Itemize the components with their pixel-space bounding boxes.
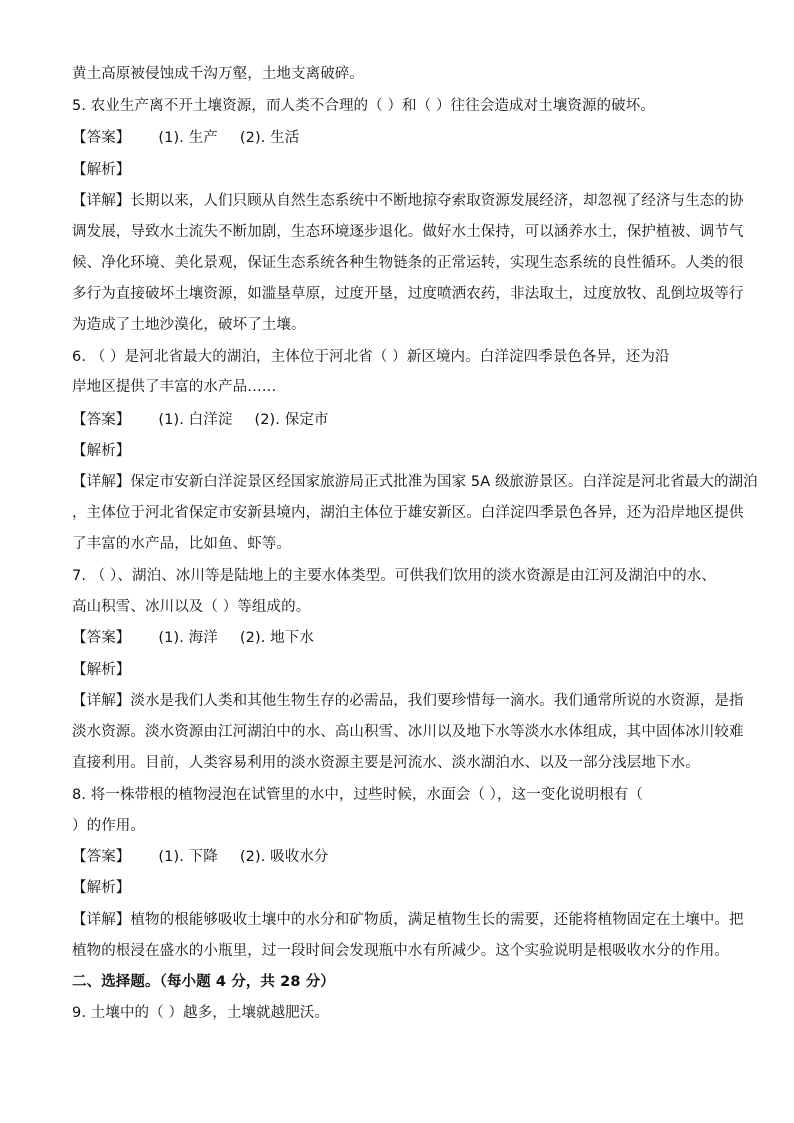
explanation-line: 直接利用。目前，人类容易利用的淡水资源主要是河流水、淡水湖泊水、以及一部分浅层地下水。 — [72, 755, 700, 771]
answer-item: (2). 生活 — [239, 130, 300, 146]
explanation-line: 植物的根浸在盛水的小瓶里，过一段时间会发现瓶中水有所减少。这个实验说明是根吸收水分的作用。 — [72, 943, 729, 959]
answer-label: 【答案】 — [72, 412, 131, 428]
question-8-cont: ）的作用。 — [72, 818, 145, 834]
question-7-cont: 高山积雪、冰川以及（ ）等组成的。 — [72, 599, 311, 615]
text-line: 黄土高原被侵蚀成千沟万壑，土地支离破碎。 — [72, 66, 364, 82]
answer-label: 【答案】 — [72, 849, 131, 865]
answer-q6 — [72, 410, 732, 430]
explanation-line: 【详解】植物的根能够吸收土壤中的水分和矿物质，满足植物生长的需要，还能将植物固定在土壤中。把 — [72, 912, 744, 928]
answer-item: (2). 吸收水分 — [239, 849, 329, 865]
explanation-line: 了丰富的水产品，比如鱼、虾等。 — [72, 536, 291, 552]
explanation-line: ，主体位于河北省保定市安新县境内，湖泊主体位于雄安新区。白洋淀四季景色各异，还为沿岸地区提供 — [72, 505, 744, 521]
explanation-line: 【详解】长期以来，人们只顾从自然生态系统中不断地掠夺索取资源发展经济，却忽视了经济与生态的协 — [72, 193, 744, 209]
question-8: 8. 将一株带根的植物浸泡在试管里的水中，过些时候，水面会（ ），这一变化说明根有（ — [72, 787, 643, 803]
explanation-line: 为造成了土地沙漠化，破坏了土壤。 — [72, 317, 306, 333]
explanation-line: 【详解】淡水是我们人类和其他生物生存的必需品，我们要珍惜每一滴水。我们通常所说的水资源，是指 — [72, 693, 744, 709]
analysis-label: 【解析】 — [72, 162, 131, 178]
explanation-line: 调发展，导致水土流失不断加剧，生态环境逐步退化。做好水土保持，可以涵养水土，保护植被、调节气 — [72, 224, 744, 240]
question-6-cont: 岸地区提供了丰富的水产品…… — [72, 379, 277, 395]
explanation-line: 多行为直接破坏土壤资源，如滥垦草原，过度开垦，过度喷洒农药，非法取土，过度放牧、乱倒垃圾等行 — [72, 286, 744, 302]
answer-label: 【答案】 — [72, 130, 131, 146]
answer-item: (1). 白洋淀 — [158, 412, 233, 428]
explanation-line: 淡水资源。淡水资源由江河湖泊中的水、高山积雪、冰川以及地下水等淡水水体组成，其中固体冰川较难 — [72, 724, 744, 740]
answer-item: (2). 保定市 — [254, 412, 329, 428]
answer-item: (2). 地下水 — [239, 630, 314, 646]
explanation-line: 【详解】保定市安新白洋淀景区经国家旅游局正式批准为国家 5A 级旅游景区。白洋淀是河北省最大的湖泊 — [72, 474, 758, 490]
answer-q7 — [72, 628, 732, 648]
answer-item: (1). 生产 — [158, 130, 218, 146]
question-6: 6. （ ）是河北省最大的湖泊，主体位于河北省（ ）新区境内。白洋淀四季景色各异，还为沿 — [72, 349, 670, 365]
explanation-line: 候、净化环境、美化景观，保证生态系统各种生物链条的正常运转，实现生态系统的良性循环。人类的很 — [72, 255, 744, 271]
question-5: 5. 农业生产离不开土壤资源，而人类不合理的（ ）和（ ）往往会造成对土壤资源的破坏。 — [72, 98, 655, 114]
analysis-label: 【解析】 — [72, 443, 131, 459]
answer-q5 — [72, 128, 732, 148]
answer-q8 — [72, 847, 732, 867]
analysis-label: 【解析】 — [72, 662, 131, 678]
question-9: 9. 土壤中的（ ）越多，土壤就越肥沃。 — [72, 1005, 330, 1021]
section-heading: 二、选择题。（每小题 4 分，共 28 分） — [72, 974, 335, 990]
answer-label: 【答案】 — [72, 630, 131, 646]
analysis-label: 【解析】 — [72, 880, 131, 896]
question-7: 7. （ ）、湖泊、冰川等是陆地上的主要水体类型。可供我们饮用的淡水资源是由江河及湖泊中的水、 — [72, 568, 716, 584]
answer-item: (1). 海洋 — [158, 630, 218, 646]
answer-item: (1). 下降 — [158, 849, 218, 865]
